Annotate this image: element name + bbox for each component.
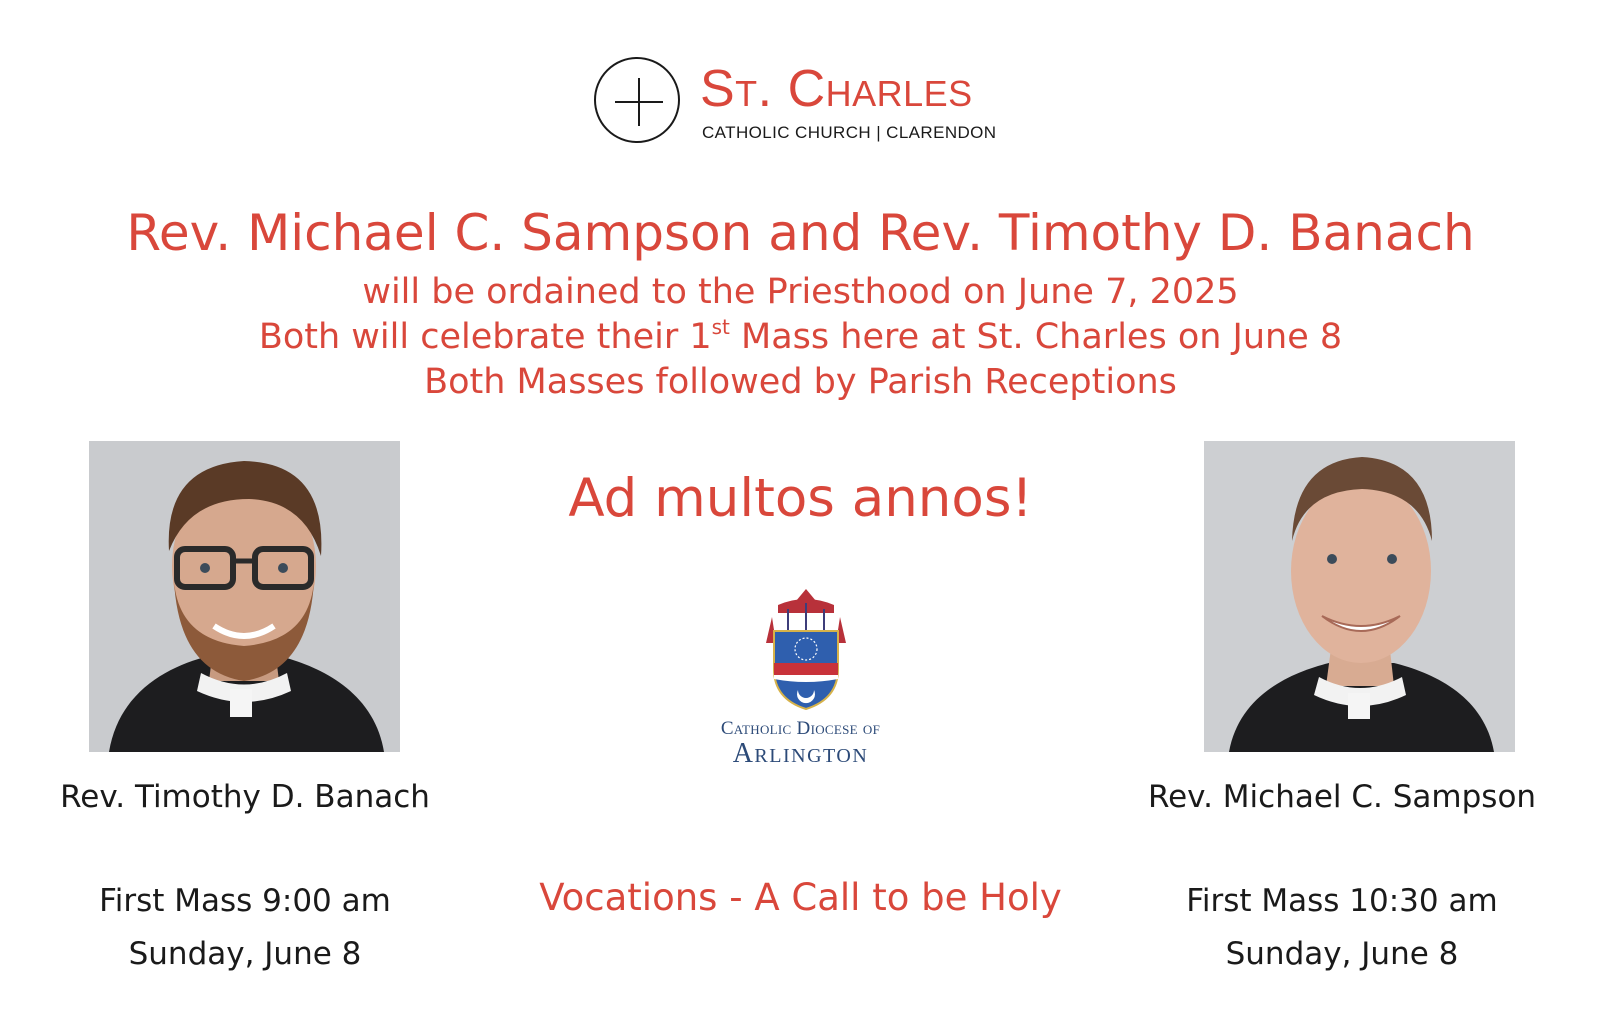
cross-circle-icon: [594, 57, 680, 143]
diocese-name: Arlington: [732, 738, 869, 769]
headline-ordination: will be ordained to the Priesthood on June 7, 2025: [362, 272, 1239, 312]
portrait-photo-banach: [89, 441, 400, 752]
priest-name-sampson: Rev. Michael C. Sampson: [1147, 779, 1537, 815]
headline-first-mass-a: Both will celebrate their 1: [258, 317, 712, 357]
headline-first-mass: [0, 315, 1601, 360]
ordinal-suffix: st: [711, 315, 730, 339]
portrait-photo-sampson: [1204, 441, 1515, 752]
church-subtitle: CATHOLIC CHURCH | CLARENDON: [702, 123, 997, 142]
first-mass-time-sampson: First Mass 10:30 am: [1186, 883, 1498, 919]
priest-name-banach: Rev. Timothy D. Banach: [60, 779, 430, 815]
first-mass-time-banach: First Mass 9:00 am: [99, 883, 391, 919]
headline-title: Rev. Michael C. Sampson and Rev. Timothy D. Banach: [126, 204, 1475, 262]
headline-receptions: Both Masses followed by Parish Receptions: [424, 362, 1177, 402]
vocations-tagline: Vocations - A Call to be Holy: [539, 876, 1062, 919]
diocese-label: Catholic Diocese of: [720, 718, 881, 739]
first-mass-date-sampson: Sunday, June 8: [1225, 936, 1459, 972]
motto: Ad multos annos!: [568, 468, 1033, 529]
church-name: St. Charles: [700, 60, 973, 118]
diocese-crest-icon: [758, 587, 854, 717]
headline-first-mass-b: Mass here at St. Charles on June 8: [729, 317, 1343, 357]
church-logo: [594, 57, 1024, 149]
first-mass-date-banach: Sunday, June 8: [128, 936, 362, 972]
